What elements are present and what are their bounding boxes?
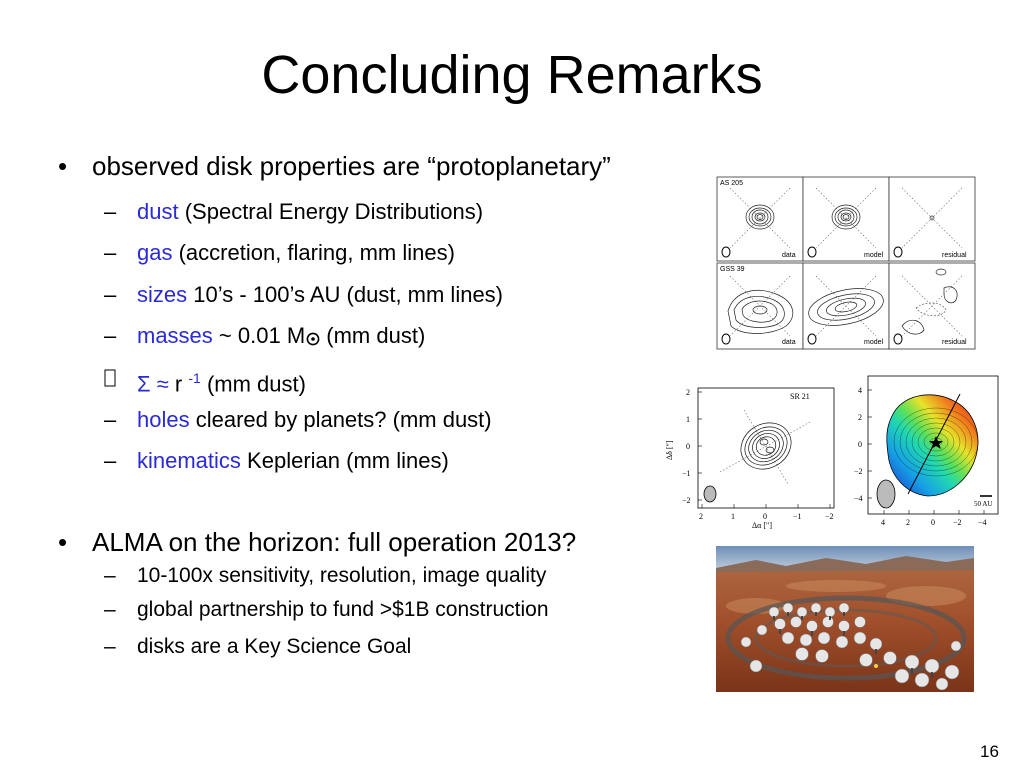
panel-label-model: model (864, 252, 884, 259)
sub-bullet-text: ~ 0.01 M (218, 323, 306, 348)
keyword-kinematics: kinematics (137, 448, 241, 473)
x-tick: −4 (978, 518, 987, 527)
sub-bullet-text: Keplerian (mm lines) (247, 448, 449, 473)
y-tick: 1 (686, 415, 690, 424)
keyword-sigma: Σ ≈ (137, 371, 169, 397)
dash-marker: – (104, 282, 117, 307)
x-tick: 2 (906, 518, 910, 527)
sub-bullet-text: (accretion, flaring, mm lines) (178, 240, 455, 265)
dash-marker: – (104, 448, 117, 473)
bullet-text: observed disk properties are “protoplanetary” (92, 151, 611, 181)
bullet-text: ALMA on the horizon: full operation 2013? (92, 527, 577, 557)
missing-glyph-icon (104, 364, 134, 392)
y-tick: −2 (854, 467, 863, 476)
bullet-marker: • (58, 527, 68, 557)
keyword-masses: masses (137, 323, 213, 348)
x-tick: −2 (825, 512, 834, 521)
sub-bullet-text: (Spectral Energy Distributions) (184, 199, 484, 224)
sub-bullet-text: disks are a Key Science Goal (137, 635, 412, 658)
dash-marker: – (104, 240, 117, 265)
source-label-sr21: SR 21 (790, 392, 810, 401)
exponent: -1 (188, 370, 201, 386)
panel-label-model: model (864, 339, 884, 346)
keyword-holes: holes (137, 407, 190, 432)
x-tick: 2 (699, 512, 703, 521)
dash-marker: – (104, 407, 117, 432)
bullet-marker: • (58, 151, 68, 181)
x-tick: 1 (731, 512, 735, 521)
y-axis-label: Δδ [″] (665, 440, 674, 460)
panel-label-residual: residual (942, 339, 967, 346)
source-label-as205: AS 205 (720, 180, 743, 187)
source-label-gss39: GSS 39 (720, 266, 745, 273)
panel-label-residual: residual (942, 252, 967, 259)
keyword-gas: gas (137, 240, 173, 265)
contour-grid-figure (716, 176, 976, 350)
alma-array-photo (716, 546, 974, 692)
sub-bullet-text: (mm dust) (326, 323, 426, 348)
x-tick: 0 (931, 518, 935, 527)
sub-bullet-text: cleared by planets? (mm dust) (195, 407, 492, 432)
dash-marker: – (104, 598, 116, 621)
sub-bullet-text: r (174, 371, 183, 397)
x-axis-label: Δα [″] (752, 521, 772, 530)
sub-bullet-text: 10-100x sensitivity, resolution, image quality (137, 564, 547, 587)
sub-bullet-text: global partnership to fund >$1B construction (137, 598, 549, 621)
dash-marker: – (104, 199, 117, 224)
x-tick: 0 (763, 512, 767, 521)
y-tick: 2 (858, 413, 862, 422)
y-tick: −2 (682, 496, 691, 505)
panel-label-data: data (782, 252, 796, 259)
y-tick: −1 (682, 469, 691, 478)
sr21-contour-figure (660, 380, 840, 530)
velocity-map-figure (852, 372, 1004, 532)
x-tick: 4 (881, 518, 885, 527)
x-tick: −2 (953, 518, 962, 527)
scale-bar-label: 50 AU (974, 500, 993, 508)
y-tick: 0 (858, 440, 862, 449)
sun-symbol-icon (306, 332, 320, 346)
y-tick: 2 (686, 388, 690, 397)
dash-marker: – (104, 635, 116, 658)
sub-bullet-text: 10’s - 100’s AU (dust, mm lines) (193, 282, 504, 307)
keyword-dust: dust (137, 199, 179, 224)
y-tick: 4 (858, 386, 862, 395)
sub-bullet-text: (mm dust) (206, 371, 306, 397)
page-number: 16 (980, 742, 999, 761)
panel-label-data: data (782, 339, 796, 346)
dash-marker: – (104, 323, 117, 348)
dash-marker: – (104, 564, 116, 587)
y-tick: 0 (686, 442, 690, 451)
x-tick: −1 (793, 512, 802, 521)
keyword-sizes: sizes (137, 282, 188, 307)
y-tick: −4 (854, 494, 863, 503)
slide-title: Concluding Remarks (261, 45, 763, 105)
